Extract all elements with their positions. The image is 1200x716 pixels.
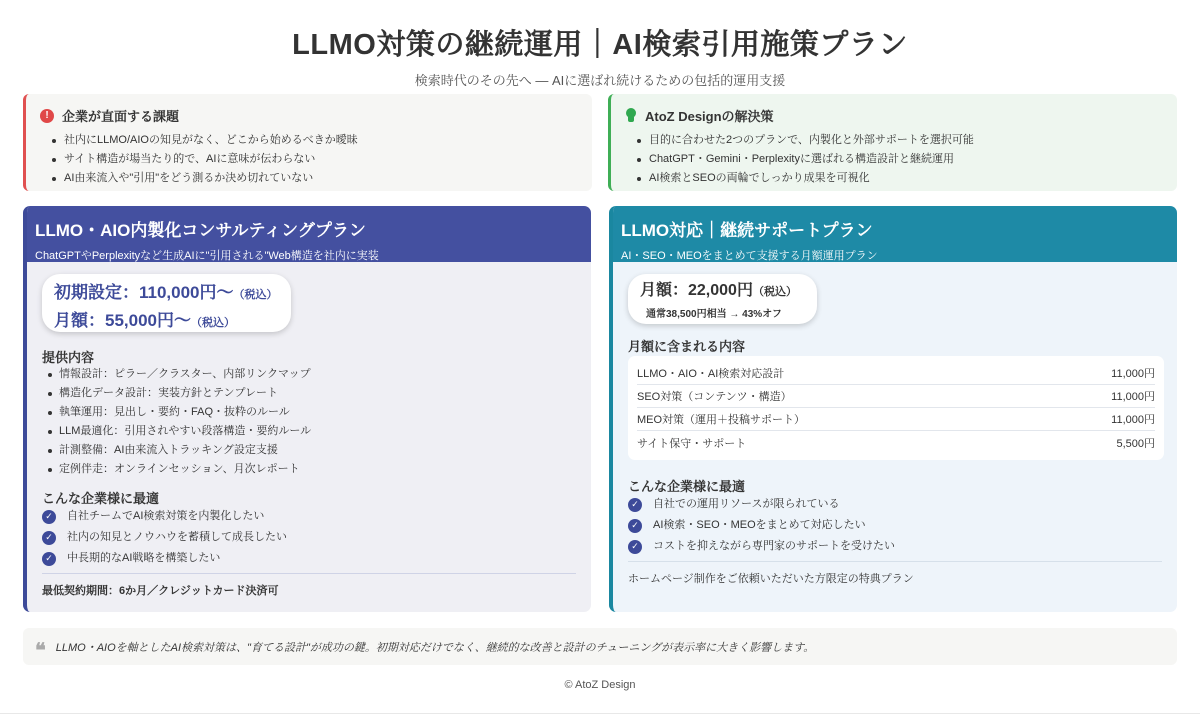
- fit-title: こんな企業様に最適: [42, 491, 160, 506]
- quote-icon: ❝: [35, 637, 46, 662]
- list-item: ✓ 中長期的なAI戦略を構築したい: [42, 548, 287, 569]
- monthly-price: 月額：55,000円〜（税込）: [54, 311, 235, 330]
- plan-header: [613, 206, 1177, 262]
- page-title: LLMO対策の継続運用｜AI検索引用施策プラン: [292, 29, 908, 61]
- plan-title: LLMO対応｜継続サポートプラン: [621, 221, 873, 240]
- contents-list: [43, 365, 311, 479]
- page-subtitle: 検索時代のその先へ ― AIに選ばれ続けるための包括的運用支援: [414, 73, 786, 88]
- list-item: AI由来流入や"引用"をどう測るか決め切れていない: [50, 169, 578, 188]
- table-row: LLMO・AIO・AI検索対応設計 11,000円: [637, 362, 1155, 385]
- fit-list: [42, 506, 287, 569]
- fit-list: [628, 494, 895, 557]
- check-icon: ✓: [628, 540, 642, 554]
- plan-header: [27, 206, 591, 262]
- contract-terms: 最低契約期間：6か月／クレジットカード決済可: [42, 585, 279, 597]
- list-item: ChatGPT・Gemini・Perplexityに選ばれる構造設計と継続運用: [635, 150, 1163, 169]
- list-item: ✓ コストを抑えながら専門家のサポートを受けたい: [628, 536, 895, 557]
- contents-title: 提供内容: [42, 350, 95, 365]
- check-icon: ✓: [628, 498, 642, 512]
- quote-text: LLMO・AIOを軸としたAI検索対策は、"育てる設計"が成功の鍵。初期対応だけでなく、継続的な改善と設計のチューニングが表示率に大きく影響します。: [55, 641, 815, 654]
- list-item: サイト構造が場当たり的で、AIに意味が伝わらない: [50, 150, 578, 169]
- copyright: © AtoZ Design: [564, 679, 636, 691]
- divider: [628, 561, 1162, 562]
- price-badge: [42, 274, 291, 332]
- list-item: 構造化データ設計：実装方針とテンプレート: [43, 384, 311, 403]
- list-item: 情報設計：ピラー／クラスター、内部リンクマップ: [43, 365, 311, 384]
- included-title: 月額に含まれる内容: [628, 339, 746, 354]
- problem-box: [23, 94, 592, 191]
- initial-price: 初期設定：110,000円〜（税込）: [54, 283, 278, 302]
- solution-list: [635, 131, 1163, 188]
- list-item: ✓ 自社での運用リソースが限られている: [628, 494, 895, 515]
- check-icon: ✓: [628, 519, 642, 533]
- plan-subtitle: ChatGPTやPerplexityなど生成AIに"引用される"Web構造を社内に実装: [35, 250, 379, 262]
- problem-list: [50, 131, 578, 188]
- page-header: [0, 0, 1200, 88]
- tax-label: （税込）: [752, 286, 797, 298]
- discount-note: 通常38,500円相当 → 43%オフ: [646, 309, 782, 320]
- table-row: MEO対策（運用＋投稿サポート） 11,000円: [637, 408, 1155, 431]
- fit-title: こんな企業様に最適: [628, 479, 746, 494]
- problem-header: [40, 106, 578, 125]
- solution-box: [608, 94, 1177, 191]
- plans-row: [23, 206, 1177, 612]
- consulting-plan-card: [23, 206, 591, 612]
- list-item: ✓ 社内の知見とノウハウを蓄積して成長したい: [42, 527, 287, 548]
- monthly-price: 月額：22,000円（税込）: [640, 282, 797, 299]
- list-item: ✓ AI検索・SEO・MEOをまとめて対応したい: [628, 515, 895, 536]
- check-icon: ✓: [42, 552, 56, 566]
- bottom-divider: [0, 713, 1200, 714]
- plan-subtitle: AI・SEO・MEOをまとめて支援する月額運用プラン: [621, 250, 878, 262]
- tax-label: （税込）: [233, 289, 278, 301]
- solution-header: [625, 106, 1163, 125]
- exclamation-icon: !: [40, 109, 54, 123]
- summary-row: [23, 94, 1177, 191]
- list-item: 目的に合わせた2つのプランで、内製化と外部サポートを選択可能: [635, 131, 1163, 150]
- tax-label: （税込）: [191, 317, 235, 329]
- quote-box: [23, 628, 1177, 665]
- list-item: 定例伴走：オンラインセッション、月次レポート: [43, 460, 311, 479]
- check-icon: ✓: [42, 510, 56, 524]
- plan-title: LLMO・AIO内製化コンサルティングプラン: [35, 221, 366, 240]
- list-item: 計測整備：AI由来流入トラッキング設定支援: [43, 441, 311, 460]
- list-item: ✓ 自社チームでAI検索対策を内製化したい: [42, 506, 287, 527]
- price-badge: [628, 274, 817, 324]
- solution-title: AtoZ Designの解決策: [645, 109, 774, 124]
- list-item: LLM最適化：引用されやすい段落構造・要約ルール: [43, 422, 311, 441]
- problem-title: 企業が直面する課題: [62, 109, 180, 124]
- list-item: 執筆運用：見出し・要約・FAQ・抜粋のルール: [43, 403, 311, 422]
- check-icon: ✓: [42, 531, 56, 545]
- support-plan-card: [609, 206, 1177, 612]
- table-row: SEO対策（コンテンツ・構造） 11,000円: [637, 385, 1155, 408]
- fee-table: [628, 356, 1164, 460]
- lightbulb-icon: [625, 108, 637, 124]
- divider: [42, 573, 576, 574]
- table-row: サイト保守・サポート 5,500円: [637, 437, 1155, 450]
- list-item: 社内にLLMO/AIOの知見がなく、どこから始めるべきか曖昧: [50, 131, 578, 150]
- list-item: AI検索とSEOの両輪でしっかり成果を可視化: [635, 169, 1163, 188]
- special-offer-note: ホームページ制作をご依頼いただいた方限定の特典プラン: [628, 573, 914, 585]
